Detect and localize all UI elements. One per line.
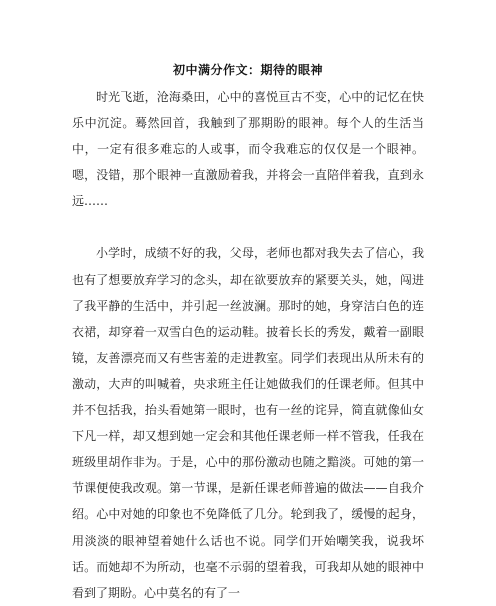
essay-title: 初中满分作文：期待的眼神 bbox=[172, 63, 323, 77]
document-page bbox=[72, 62, 424, 606]
paragraph-body: 小学时，成绩不好的我，父母，老师也都对我失去了信心，我也有了想要放弃学习的念头，却在欲要放弃的紧要关头，她，闯进了我平静的生活中，并引起一丝波澜。那时的她，身穿洁白色的连衣裙，却穿着一双雪白色的运动鞋。披着长长的秀发，戴着一副眼镜，友善漂亮而又有些害羞的走进教室。同学们表现出从所未有的激动，大声的叫喊着，央求班主任让她做我们的任课老师。但其中并不包括我，抬头看她第一眼时，也有一丝的诧异，简直就像仙女下凡一样，却又想到她一定会和其他任课老师一样不管我，任我在班级里胡作非为。于是，心中的那份激动也随之黯淡。可她的第一节课便使我改观。第一节课，是新任课老师普遍的做法——自我介绍。心中对她的印象也不免降低了几分。轮到我了，缓慢的起身，用淡淡的眼神望着她什么话也不说。同学们开始嘲笑我，说我坏话。而她却不为所动，也毫不示弱的望着我，可我却从她的眼神中看到了期盼。心中莫名的有了一 bbox=[72, 246, 424, 600]
paragraph-intro: 时光飞逝，沧海桑田，心中的喜悦亘古不变，心中的记忆在快乐中沉淀。蓦然回首，我触到了那期盼的眼神。每个人的生活当中，一定有很多难忘的人或事，而令我难忘的仅仅是一个眼神。嗯，没错，那个眼神一直激励着我，并将会一直陪伴着我，直到永远…… bbox=[72, 90, 424, 209]
paragraph-spacer bbox=[72, 214, 424, 240]
